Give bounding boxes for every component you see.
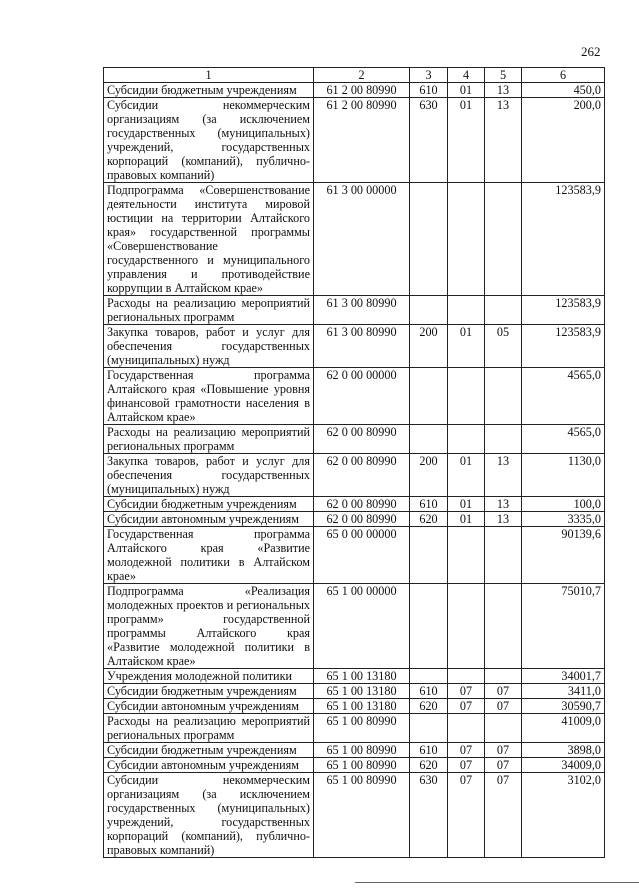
expense-type-cell: 620 [410,758,448,773]
table-row [104,743,605,758]
header-col-2: 2 [314,68,410,83]
table-header [104,68,605,83]
expense-type-cell [410,714,448,743]
amount-cell: 3411,0 [522,684,605,699]
section-cell: 07 [448,773,485,858]
subsection-cell: 07 [485,684,522,699]
target-code-cell: 65 1 00 13180 [314,684,410,699]
section-cell: 01 [448,325,485,368]
subsection-cell: 07 [485,773,522,858]
expense-name-cell: Субсидии некоммерческим организациям (за исключением государственных (муниципальных) учреждений, государственных корпораций (компаний), публично-правовых компаний) [104,98,314,183]
expense-type-cell: 610 [410,497,448,512]
expense-name-cell: Подпрограмма «Реализация молодежных проектов и региональных программ» государственной программы Алтайского края «Развитие молодежной политики в Алтайском крае» [104,584,314,669]
amount-cell: 34001,7 [522,669,605,684]
table-row [104,98,605,183]
expense-type-cell [410,527,448,584]
table-row [104,684,605,699]
expense-name-cell: Субсидии бюджетным учреждениям [104,684,314,699]
header-col-4: 4 [448,68,485,83]
subsection-cell: 05 [485,325,522,368]
subsection-cell: 13 [485,454,522,497]
expense-name-cell: Субсидии автономным учреждениям [104,758,314,773]
subsection-cell: 07 [485,758,522,773]
section-cell: 07 [448,743,485,758]
expense-name-cell: Расходы на реализацию мероприятий региональных программ [104,296,314,325]
table-row [104,512,605,527]
amount-cell: 123583,9 [522,325,605,368]
table-row [104,454,605,497]
target-code-cell: 65 1 00 80990 [314,773,410,858]
table-row [104,296,605,325]
expense-type-cell: 620 [410,512,448,527]
subsection-cell [485,183,522,296]
target-code-cell: 61 2 00 80990 [314,98,410,183]
expense-type-cell [410,183,448,296]
section-cell: 01 [448,83,485,98]
expense-name-cell: Субсидии бюджетным учреждениям [104,83,314,98]
table-row [104,584,605,669]
target-code-cell: 65 1 00 80990 [314,758,410,773]
amount-cell: 3335,0 [522,512,605,527]
target-code-cell: 62 0 00 80990 [314,497,410,512]
subsection-cell [485,584,522,669]
target-code-cell: 62 0 00 80990 [314,454,410,497]
section-cell: 07 [448,684,485,699]
section-cell [448,584,485,669]
page-number: 262 [581,44,601,59]
subsection-cell [485,669,522,684]
table-row [104,183,605,296]
expense-name-cell: Учреждения молодежной политики [104,669,314,684]
section-cell: 01 [448,454,485,497]
amount-cell: 450,0 [522,83,605,98]
section-cell: 01 [448,512,485,527]
amount-cell: 4565,0 [522,425,605,454]
header-col-3: 3 [410,68,448,83]
expense-type-cell [410,425,448,454]
target-code-cell: 65 1 00 00000 [314,584,410,669]
target-code-cell: 62 0 00 80990 [314,425,410,454]
expense-name-cell: Государственная программа Алтайского края «Развитие молодежной политики в Алтайском крае» [104,527,314,584]
scan-edge-line [355,882,639,883]
header-col-5: 5 [485,68,522,83]
table-row [104,669,605,684]
amount-cell: 200,0 [522,98,605,183]
amount-cell: 30590,7 [522,699,605,714]
expense-name-cell: Субсидии бюджетным учреждениям [104,743,314,758]
section-cell: 07 [448,758,485,773]
expense-name-cell: Закупка товаров, работ и услуг для обеспечения государственных (муниципальных) нужд [104,325,314,368]
table-row [104,425,605,454]
section-cell: 01 [448,98,485,183]
table-row [104,497,605,512]
amount-cell: 3102,0 [522,773,605,858]
expense-name-cell: Субсидии бюджетным учреждениям [104,497,314,512]
subsection-cell [485,425,522,454]
amount-cell: 4565,0 [522,368,605,425]
section-cell [448,527,485,584]
amount-cell: 90139,6 [522,527,605,584]
expense-type-cell: 610 [410,83,448,98]
subsection-cell: 13 [485,497,522,512]
amount-cell: 100,0 [522,497,605,512]
section-cell: 07 [448,699,485,714]
section-cell [448,714,485,743]
expense-type-cell: 630 [410,773,448,858]
amount-cell: 3898,0 [522,743,605,758]
target-code-cell: 65 0 00 00000 [314,527,410,584]
subsection-cell [485,714,522,743]
target-code-cell: 62 0 00 00000 [314,368,410,425]
section-cell: 01 [448,497,485,512]
table-row [104,758,605,773]
expense-type-cell [410,669,448,684]
expense-name-cell: Закупка товаров, работ и услуг для обеспечения государственных (муниципальных) нужд [104,454,314,497]
subsection-cell: 07 [485,699,522,714]
target-code-cell: 65 1 00 13180 [314,699,410,714]
target-code-cell: 61 3 00 80990 [314,296,410,325]
expense-type-cell: 200 [410,325,448,368]
section-cell [448,425,485,454]
header-col-6: 6 [522,68,605,83]
expense-type-cell: 610 [410,743,448,758]
budget-table [103,67,605,858]
amount-cell: 123583,9 [522,296,605,325]
target-code-cell: 61 3 00 00000 [314,183,410,296]
subsection-cell [485,527,522,584]
expense-name-cell: Расходы на реализацию мероприятий региональных программ [104,714,314,743]
subsection-cell: 13 [485,83,522,98]
target-code-cell: 62 0 00 80990 [314,512,410,527]
subsection-cell: 07 [485,743,522,758]
subsection-cell: 13 [485,98,522,183]
expense-type-cell: 610 [410,684,448,699]
expense-type-cell: 620 [410,699,448,714]
table-row [104,83,605,98]
section-cell [448,368,485,425]
section-cell [448,296,485,325]
target-code-cell: 65 1 00 80990 [314,743,410,758]
expense-type-cell [410,296,448,325]
expense-type-cell [410,584,448,669]
expense-type-cell [410,368,448,425]
amount-cell: 34009,0 [522,758,605,773]
table-body [104,83,605,858]
section-cell [448,669,485,684]
target-code-cell: 61 3 00 80990 [314,325,410,368]
expense-type-cell: 200 [410,454,448,497]
expense-name-cell: Субсидии некоммерческим организациям (за исключением государственных (муниципальных) учреждений, государственных корпораций (компаний), публично-правовых компаний) [104,773,314,858]
expense-name-cell: Расходы на реализацию мероприятий региональных программ [104,425,314,454]
expense-name-cell: Субсидии автономным учреждениям [104,512,314,527]
subsection-cell [485,368,522,425]
amount-cell: 123583,9 [522,183,605,296]
target-code-cell: 65 1 00 80990 [314,714,410,743]
table-row [104,527,605,584]
expense-name-cell: Субсидии автономным учреждениям [104,699,314,714]
section-cell [448,183,485,296]
table-row [104,325,605,368]
table-row [104,714,605,743]
table-row [104,773,605,858]
table-row [104,368,605,425]
expense-name-cell: Государственная программа Алтайского края «Повышение уровня финансовой грамотности населения в Алтайском крае» [104,368,314,425]
expense-type-cell: 630 [410,98,448,183]
amount-cell: 41009,0 [522,714,605,743]
expense-name-cell: Подпрограмма «Совершенствование деятельности института мировой юстиции на территории Алтайского края» государственной программы «Совершенствование государственного и муниципального управления и противодействие коррупции в Алтайском крае» [104,183,314,296]
header-col-1: 1 [104,68,314,83]
target-code-cell: 65 1 00 13180 [314,669,410,684]
subsection-cell [485,296,522,325]
amount-cell: 75010,7 [522,584,605,669]
header-row [104,68,605,83]
subsection-cell: 13 [485,512,522,527]
table-row [104,699,605,714]
amount-cell: 1130,0 [522,454,605,497]
target-code-cell: 61 2 00 80990 [314,83,410,98]
